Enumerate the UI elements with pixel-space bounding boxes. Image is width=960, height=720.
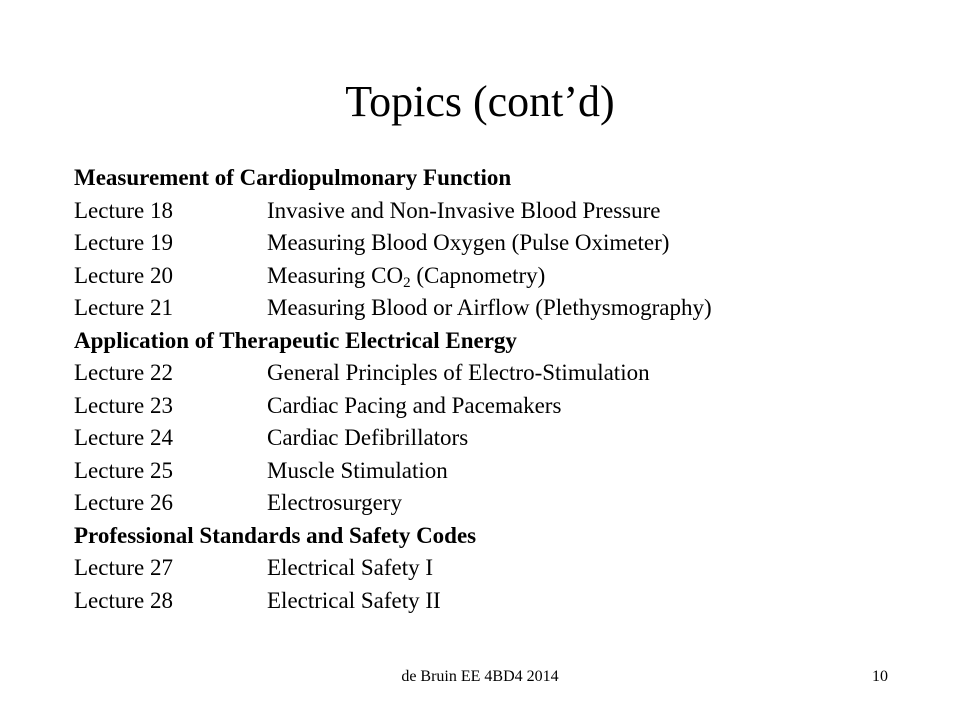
lecture-title-text: Measuring CO [267,262,404,288]
lecture-number: Lecture 20 [74,262,173,288]
lecture-title: Electrical Safety I [267,555,434,580]
lecture-row [74,422,934,455]
section-heading: Measurement of Cardiopulmonary Function [74,165,512,190]
lecture-title: Measuring Blood or Airflow (Plethysmography) [267,295,712,320]
lecture-row [74,292,934,325]
lecture-row [74,357,934,390]
topic-list [74,162,934,617]
lecture-number: Lecture 22 [74,360,173,385]
lecture-title: Electrical Safety II [267,587,441,613]
page-number: 10 [872,668,888,685]
lecture-title: Muscle Stimulation [267,457,448,483]
lecture-row [74,487,934,520]
lecture-row [74,390,934,423]
lecture-row [74,227,934,260]
lecture-title: Cardiac Pacing and Pacemakers [267,392,562,418]
lecture-number: Lecture 27 [74,555,173,580]
slide-title: Topics (cont’d) [345,77,615,126]
footer-text: de Bruin EE 4BD4 2014 [401,668,559,685]
lecture-title: Electrosurgery [267,490,402,515]
lecture-number: Lecture 24 [74,425,173,450]
lecture-number: Lecture 28 [74,587,173,613]
lecture-row [74,552,934,585]
lecture-title: Measuring Blood Oxygen (Pulse Oximeter) [267,230,670,255]
lecture-title: Invasive and Non-Invasive Blood Pressure [267,197,661,223]
lecture-number: Lecture 18 [74,197,173,223]
lecture-title: Cardiac Defibrillators [267,425,469,450]
lecture-row [74,585,934,618]
lecture-number: Lecture 21 [74,295,173,320]
lecture-row [74,455,934,488]
lecture-number: Lecture 26 [74,490,173,515]
lecture-title-text: (Capnometry) [410,262,546,288]
section-heading: Application of Therapeutic Electrical Energy [74,327,517,353]
lecture-row [74,260,934,293]
lecture-title: General Principles of Electro-Stimulation [267,360,650,385]
lecture-title [267,260,934,293]
lecture-number: Lecture 19 [74,230,173,255]
lecture-number: Lecture 25 [74,457,173,483]
lecture-number: Lecture 23 [74,392,173,418]
section-heading: Professional Standards and Safety Codes [74,522,477,548]
lecture-row [74,195,934,228]
subscript-2: 2 [403,274,411,291]
